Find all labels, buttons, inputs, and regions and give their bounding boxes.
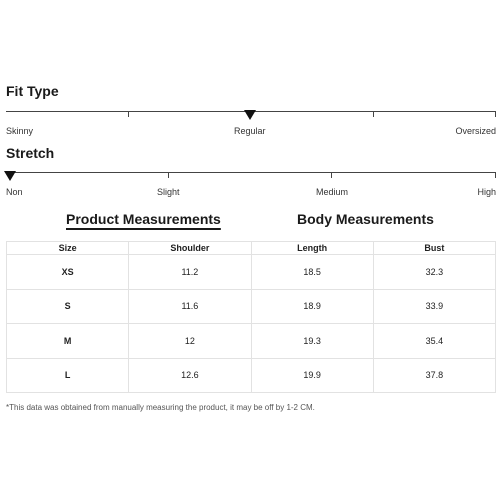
fit-type-marker — [244, 110, 256, 120]
size-cell: S — [7, 289, 129, 324]
stretch-scale — [6, 172, 496, 173]
fit-type-label-skinny: Skinny — [6, 126, 34, 136]
length-cell: 19.9 — [251, 358, 373, 393]
stretch-label-slight: Slight — [157, 187, 180, 197]
tab-body-measurements[interactable]: Body Measurements — [297, 211, 434, 227]
fit-type-tick — [495, 111, 496, 117]
size-cell: L — [7, 358, 129, 393]
table-row — [7, 358, 496, 393]
bust-cell: 32.3 — [373, 255, 495, 290]
shoulder-cell: 12.6 — [129, 358, 251, 393]
bust-cell: 37.8 — [373, 358, 495, 393]
stretch-tick — [331, 172, 332, 178]
stretch-label-high: High — [477, 187, 496, 197]
stretch-label-medium: Medium — [316, 187, 349, 197]
measurement-tabs — [0, 211, 500, 233]
fit-type-tick — [373, 111, 374, 117]
measurement-disclaimer: *This data was obtained from manually measuring the product, it may be off by 1-2 CM. — [6, 403, 315, 412]
stretch-marker — [4, 171, 16, 181]
shoulder-cell: 12 — [129, 324, 251, 359]
fit-type-label-regular: Regular — [234, 126, 266, 136]
fit-type-tick — [128, 111, 129, 117]
length-cell: 18.9 — [251, 289, 373, 324]
table-row — [7, 255, 496, 290]
size-cell: XS — [7, 255, 129, 290]
fit-type-label-oversized: Oversized — [455, 126, 496, 136]
length-cell: 19.3 — [251, 324, 373, 359]
stretch-label-non: Non — [6, 187, 23, 197]
stretch-tick — [168, 172, 169, 178]
size-cell: M — [7, 324, 129, 359]
header-shoulder: Shoulder — [129, 242, 251, 255]
stretch-tick — [495, 172, 496, 178]
table-header-row — [7, 242, 496, 255]
bust-cell: 35.4 — [373, 324, 495, 359]
bust-cell: 33.9 — [373, 289, 495, 324]
shoulder-cell: 11.6 — [129, 289, 251, 324]
table-row — [7, 289, 496, 324]
length-cell: 18.5 — [251, 255, 373, 290]
header-size: Size — [7, 242, 129, 255]
stretch-title: Stretch — [6, 145, 55, 161]
tab-product-measurements[interactable]: Product Measurements — [66, 211, 221, 227]
header-bust: Bust — [373, 242, 495, 255]
table-row — [7, 324, 496, 359]
shoulder-cell: 11.2 — [129, 255, 251, 290]
size-chart-table — [6, 241, 496, 393]
fit-type-title: Fit Type — [6, 83, 59, 99]
header-length: Length — [251, 242, 373, 255]
